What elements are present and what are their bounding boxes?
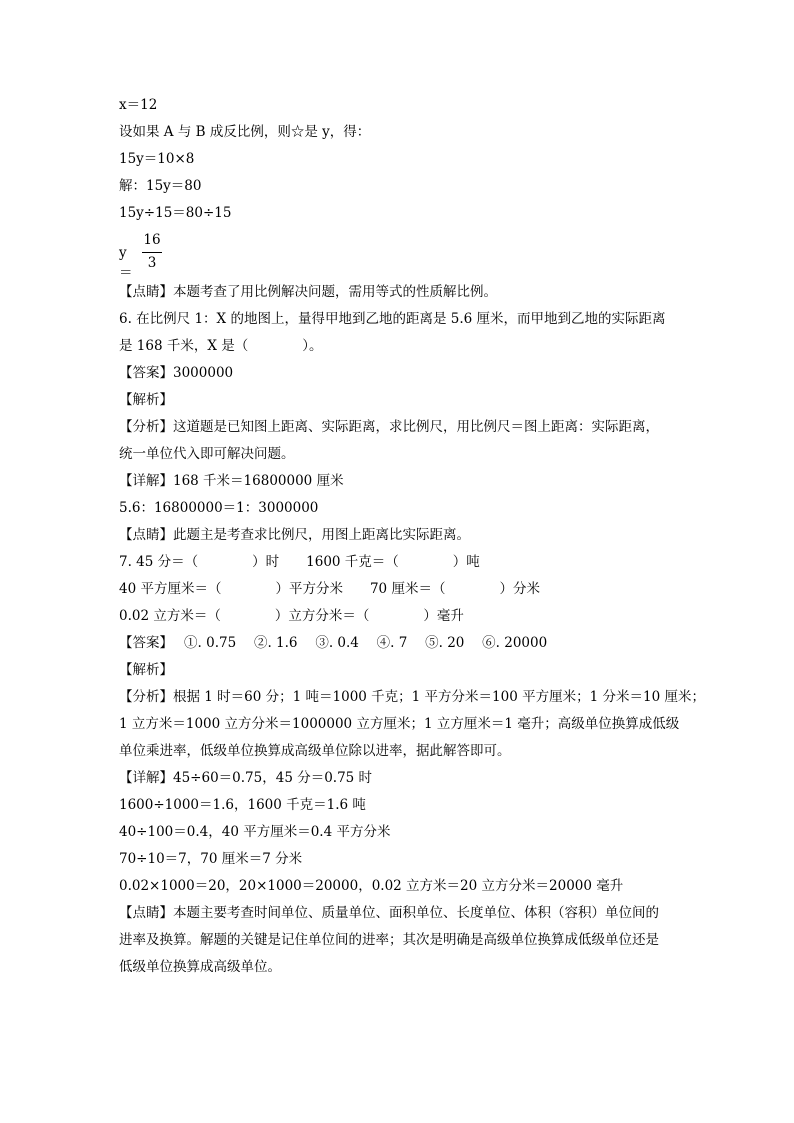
- text-line: 15y＝10×8: [119, 151, 195, 167]
- detail-line: 【详解】168 千米＝16800000 厘米: [119, 473, 344, 489]
- question-6-cont: 是 168 千米，X 是（ ）。: [119, 338, 323, 354]
- comment-line: 【点睛】本题考查了用比例解决问题，需用等式的性质解比例。: [119, 284, 497, 300]
- detail-line: 70÷10＝7，70 厘米＝7 分米: [119, 851, 303, 867]
- analysis-heading: 【解析】: [119, 662, 173, 678]
- question-7: 7. 45 分＝（ ）时 1600 千克＝（ ）吨: [119, 554, 480, 570]
- analysis-line: 单位乘进率，低级单位换算成高级单位除以进率，据此解答即可。: [119, 743, 511, 759]
- comment-line: 进率及换算。解题的关键是记住单位间的进率；其次是明确是高级单位换算成低级单位还是: [119, 932, 659, 948]
- question-7-cont: 40 平方厘米＝（ ）平方分米 70 厘米＝（ ）分米: [119, 581, 540, 597]
- fraction-prefix: y＝: [119, 245, 133, 281]
- detail-line: 40÷100＝0.4，40 平方厘米＝0.4 平方分米: [119, 824, 391, 840]
- fraction-bar: [142, 252, 162, 253]
- comment-line: 【点睛】本题主要考查时间单位、质量单位、面积单位、长度单位、体积（容积）单位间的: [119, 905, 659, 921]
- detail-line: 5.6：16800000＝1：3000000: [119, 500, 319, 516]
- fraction-numerator: 16: [143, 232, 161, 248]
- text-line: 设如果 A 与 B 成反比例，则☆是 y，得：: [119, 124, 371, 140]
- comment-line: 【点睛】此题主是考查求比例尺，用图上距离比实际距离。: [119, 527, 470, 543]
- fraction-denominator: 3: [147, 255, 157, 271]
- answer-line: 【答案】3000000: [119, 365, 234, 381]
- analysis-line: 【分析】这道题是已知图上距离、实际距离，求比例尺，用比例尺＝图上距离：实际距离，: [119, 419, 659, 435]
- text-line: 解：15y＝80: [119, 178, 202, 194]
- text-line: x＝12: [119, 97, 158, 113]
- question-6: 6. 在比例尺 1：X 的地图上，量得甲地到乙地的距离是 5.6 厘米，而甲地到乙地的实际距离: [119, 311, 666, 327]
- comment-line: 低级单位换算成高级单位。: [119, 959, 281, 975]
- analysis-line: 1 立方米＝1000 立方分米＝1000000 立方厘米；1 立方厘米＝1 毫升；高级单位换算成低级: [119, 716, 680, 732]
- text-line: 15y÷15＝80÷15: [119, 205, 232, 221]
- detail-line: 1600÷1000＝1.6，1600 千克＝1.6 吨: [119, 797, 366, 813]
- detail-line: 【详解】45÷60＝0.75，45 分＝0.75 时: [119, 770, 373, 786]
- question-7-cont: 0.02 立方米＝（ ）立方分米＝（ ）毫升: [119, 608, 464, 624]
- answer-line: 【答案】 ①. 0.75 ②. 1.6 ③. 0.4 ④. 7 ⑤. 20 ⑥. 20000: [119, 635, 548, 651]
- analysis-heading: 【解析】: [119, 392, 173, 408]
- analysis-line: 【分析】根据 1 时＝60 分；1 吨＝1000 千克；1 平方分米＝100 平方厘米；1 分米＝10 厘米；: [119, 689, 705, 705]
- detail-line: 0.02×1000＝20，20×1000＝20000，0.02 立方米＝20 立方分米＝20000 毫升: [119, 878, 624, 894]
- analysis-line: 统一单位代入即可解决问题。: [119, 446, 295, 462]
